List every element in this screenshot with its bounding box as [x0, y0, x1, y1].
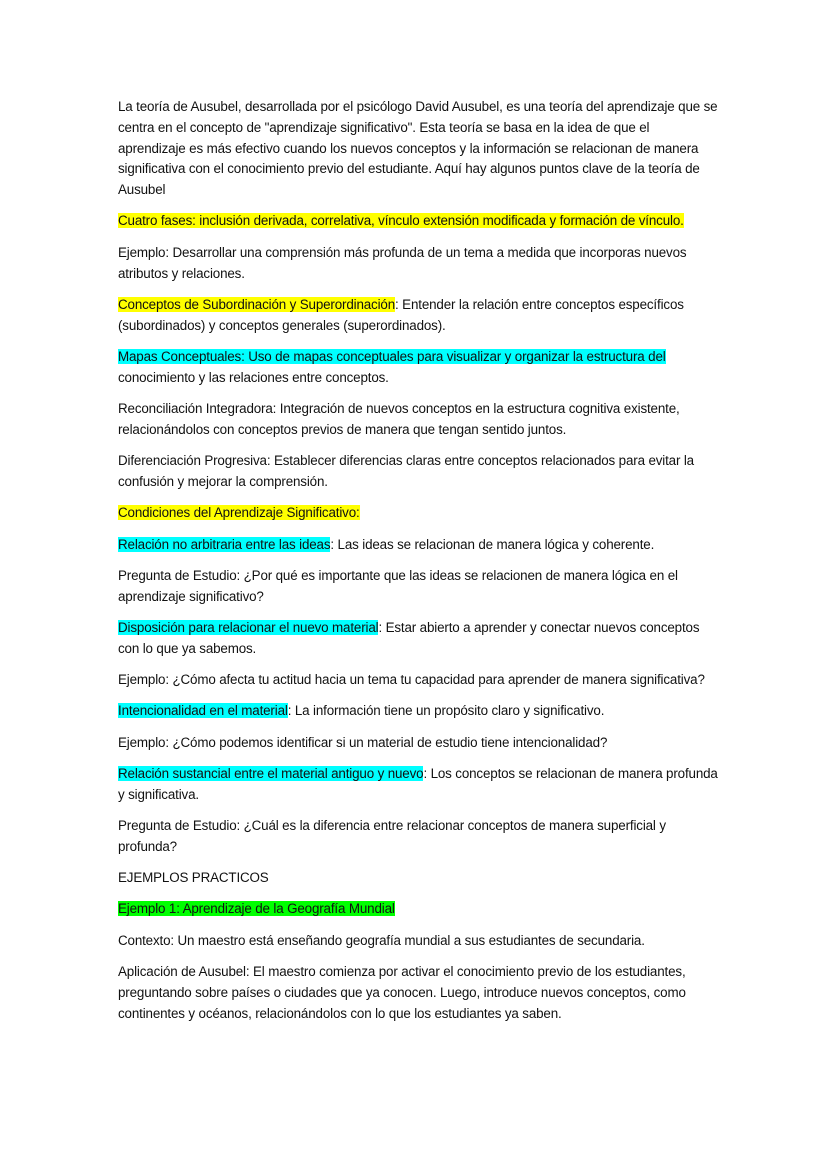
integrative-reconciliation-paragraph: Reconciliación Integradora: Integración de nuevos conceptos en la estructura cognitiva existente, relacionándolos con conceptos previos de manera que tengan sentido juntos. — [118, 401, 680, 437]
cyan-highlight: Relación sustancial entre el material antiguo y nuevo — [118, 765, 424, 781]
paragraph-text: conocimiento y las relaciones entre conceptos. — [118, 369, 389, 385]
paragraph-text: : Estar abierto a aprender y conectar nuevos conceptos con lo que ya sabemos. — [118, 619, 700, 656]
concept-maps-paragraph — [118, 347, 718, 389]
four-phases-paragraph — [118, 211, 718, 232]
document-page — [118, 97, 718, 1035]
application-paragraph: Aplicación de Ausubel: El maestro comienza por activar el conocimiento previo de los estudiantes, preguntando sobre países o ciudades que ya conocen. Luego, introduce nuevos conceptos, como continentes y océanos, relacionándolos con lo que los estudiantes ya saben. — [118, 964, 686, 1021]
example-paragraph: Ejemplo: ¿Cómo afecta tu actitud hacia un tema tu capacidad para aprender de manera significativa? — [118, 672, 705, 688]
yellow-highlight: Condiciones del Aprendizaje Significativo: — [118, 505, 360, 521]
paragraph-text: : La información tiene un propósito claro y significativo. — [287, 703, 605, 719]
cyan-highlight: Intencionalidad en el material — [118, 703, 288, 719]
study-question-paragraph: Pregunta de Estudio: ¿Cuál es la diferencia entre relacionar conceptos de manera superficial y profunda? — [118, 818, 666, 854]
disposition-paragraph — [118, 618, 718, 660]
subordination-paragraph — [118, 295, 718, 337]
cyan-highlight: Mapas Conceptuales: Uso de mapas conceptuales para visualizar y organizar la estructura del — [118, 348, 666, 364]
example-1-heading — [118, 899, 718, 920]
non-arbitrary-relation-paragraph — [118, 535, 718, 556]
example-paragraph: Ejemplo: ¿Cómo podemos identificar si un material de estudio tiene intencionalidad? — [118, 734, 608, 750]
paragraph-text: : Los conceptos se relacionan de manera profunda y significativa. — [118, 765, 718, 802]
intro-paragraph: La teoría de Ausubel, desarrollada por el psicólogo David Ausubel, es una teoría del aprendizaje que se centra en el concepto de "aprendizaje significativo". Esta teoría se basa en la idea de que el aprendizaje es más efectivo cuando los nuevos conceptos y la información se relacionan de manera significativa con el conocimiento previo del estudiante. Aquí hay algunos puntos clave de la teoría de Ausubel — [118, 99, 718, 198]
substantial-relation-paragraph — [118, 764, 718, 806]
practical-examples-heading: EJEMPLOS PRACTICOS — [118, 870, 269, 886]
yellow-highlight: Cuatro fases: inclusión derivada, correlativa, vínculo extensión modificada y formación de vínculo. — [118, 213, 684, 229]
example-paragraph: Ejemplo: Desarrollar una comprensión más profunda de un tema a medida que incorporas nuevos atributos y relaciones. — [118, 244, 687, 281]
progressive-differentiation-paragraph: Diferenciación Progresiva: Establecer diferencias claras entre conceptos relacionados para evitar la confusión y mejorar la comprensión. — [118, 453, 694, 489]
paragraph-text: : Las ideas se relacionan de manera lógica y coherente. — [330, 536, 655, 552]
paragraph-text: : Entender la relación entre conceptos específicos (subordinados) y conceptos generales (superordinados). — [118, 296, 684, 333]
green-highlight: Ejemplo 1: Aprendizaje de la Geografía Mundial — [118, 901, 395, 917]
cyan-highlight: Relación no arbitraria entre las ideas — [118, 536, 331, 552]
yellow-highlight: Conceptos de Subordinación y Superordinación — [118, 296, 396, 312]
cyan-highlight: Disposición para relacionar el nuevo material — [118, 619, 379, 635]
study-question-paragraph: Pregunta de Estudio: ¿Por qué es importante que las ideas se relacionen de manera lógica en el aprendizaje significativo? — [118, 567, 678, 604]
context-paragraph: Contexto: Un maestro está enseñando geografía mundial a sus estudiantes de secundaria. — [118, 932, 645, 948]
conditions-heading — [118, 503, 718, 524]
intentionality-paragraph — [118, 701, 718, 722]
